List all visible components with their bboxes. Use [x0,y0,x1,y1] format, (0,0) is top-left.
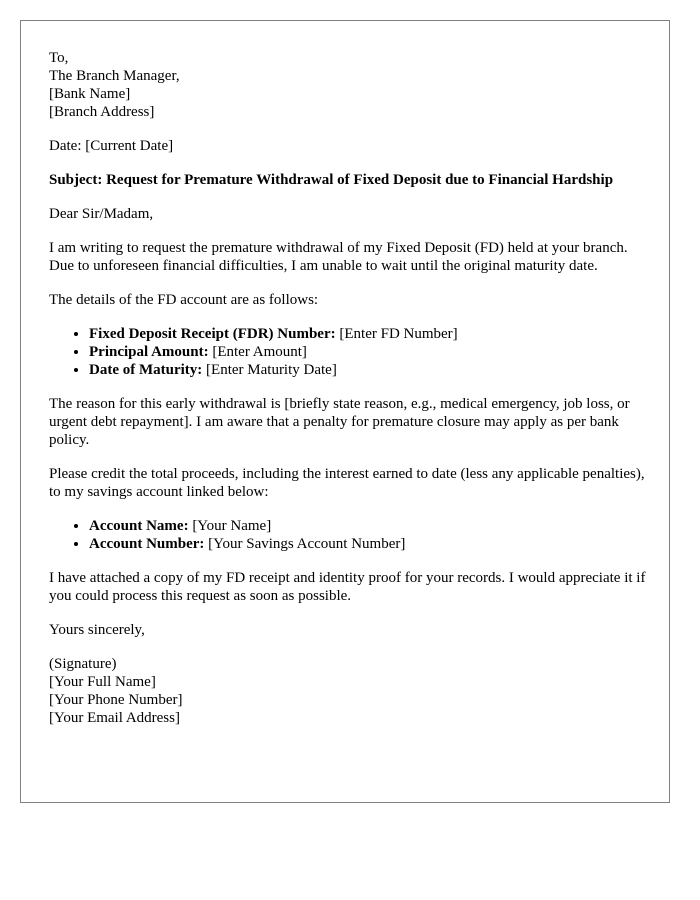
account-detail-label: Account Name: [89,518,189,534]
recipient-title: The Branch Manager, [49,68,180,84]
paragraph-intro: I am writing to request the premature withdrawal of my Fixed Deposit (FD) held at your branch. Due to unforeseen financial difficulties, I am unable to wait until the original maturity date. [49,240,628,274]
signature-block [49,655,649,727]
signature-phone: [Your Phone Number] [49,692,183,708]
list-item [89,325,649,343]
subject-label: Subject: [49,172,103,188]
fd-detail-value: [Enter FD Number] [339,326,458,342]
recipient-bank-name: [Bank Name] [49,86,131,102]
list-item [89,361,649,379]
recipient-to: To, [49,50,69,66]
list-item [89,535,649,553]
subject-text: Request for Premature Withdrawal of Fixed Deposit due to Financial Hardship [106,172,614,188]
signature-full-name: [Your Full Name] [49,674,156,690]
paragraph-credit: Please credit the total proceeds, including the interest earned to date (less any applicable penalties), to my savings account linked below: [49,466,645,500]
closing: Yours sincerely, [49,622,145,638]
account-detail-value: [Your Savings Account Number] [208,536,406,552]
signature-email: [Your Email Address] [49,710,180,726]
account-detail-value: [Your Name] [192,518,272,534]
fd-detail-label: Principal Amount: [89,344,209,360]
signature-placeholder: (Signature) [49,656,117,672]
fd-detail-label: Date of Maturity: [89,362,203,378]
recipient-branch-address: [Branch Address] [49,104,155,120]
subject-line [49,171,649,189]
list-item [89,343,649,361]
account-details-list [49,517,649,553]
account-detail-label: Account Number: [89,536,205,552]
paragraph-details-intro: The details of the FD account are as follows: [49,292,319,308]
salutation: Dear Sir/Madam, [49,206,154,222]
fd-detail-value: [Enter Maturity Date] [206,362,337,378]
fd-details-list [49,325,649,379]
fd-detail-value: [Enter Amount] [212,344,307,360]
paragraph-reason: The reason for this early withdrawal is [briefly state reason, e.g., medical emergency, job loss, or urgent debt repayment]. I am aware that a penalty for premature closure may apply as per bank policy. [49,396,630,448]
recipient-block [49,49,649,121]
fd-detail-label: Fixed Deposit Receipt (FDR) Number: [89,326,336,342]
list-item [89,517,649,535]
date-line: Date: [Current Date] [49,138,174,154]
letter-page [20,20,670,803]
paragraph-attached: I have attached a copy of my FD receipt and identity proof for your records. I would appreciate it if you could process this request as soon as possible. [49,570,646,604]
